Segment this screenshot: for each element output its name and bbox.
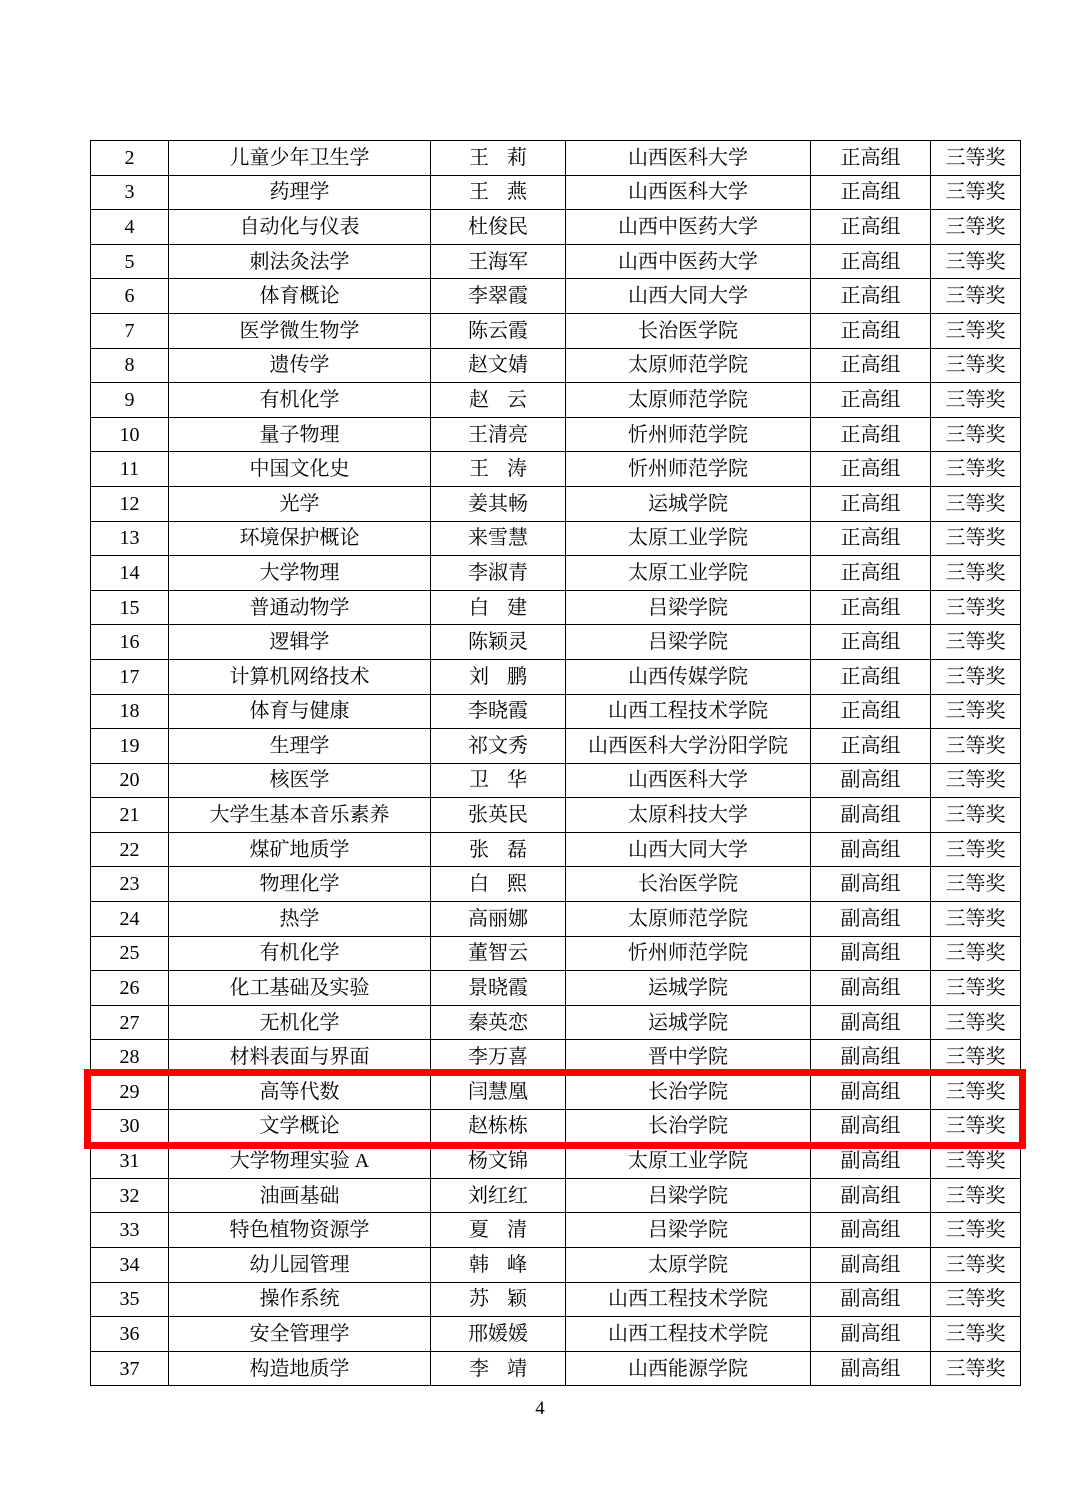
cell-name: 李翠霞 — [431, 279, 566, 314]
table-row — [91, 556, 1021, 591]
cell-course: 生理学 — [169, 729, 431, 764]
cell-course: 环境保护概论 — [169, 521, 431, 556]
cell-award: 三等奖 — [931, 590, 1021, 625]
cell-award: 三等奖 — [931, 936, 1021, 971]
cell-course: 有机化学 — [169, 383, 431, 418]
cell-name: 杨文锦 — [431, 1144, 566, 1179]
cell-name: 杜俊民 — [431, 210, 566, 245]
cell-course: 油画基础 — [169, 1178, 431, 1213]
cell-no: 33 — [91, 1213, 169, 1248]
cell-course: 幼儿园管理 — [169, 1248, 431, 1283]
cell-school: 山西工程技术学院 — [566, 1282, 811, 1317]
cell-no: 16 — [91, 625, 169, 660]
cell-school: 山西医科大学 — [566, 763, 811, 798]
cell-no: 30 — [91, 1109, 169, 1144]
cell-award: 三等奖 — [931, 1282, 1021, 1317]
cell-group: 正高组 — [811, 417, 931, 452]
cell-award: 三等奖 — [931, 348, 1021, 383]
cell-name: 苏颖 — [431, 1282, 566, 1317]
cell-course: 化工基础及实验 — [169, 971, 431, 1006]
cell-course: 量子物理 — [169, 417, 431, 452]
cell-award: 三等奖 — [931, 556, 1021, 591]
cell-no: 11 — [91, 452, 169, 487]
cell-group: 正高组 — [811, 279, 931, 314]
cell-group: 副高组 — [811, 1282, 931, 1317]
cell-school: 长治学院 — [566, 1109, 811, 1144]
cell-no: 12 — [91, 486, 169, 521]
table-row — [91, 210, 1021, 245]
cell-name: 韩峰 — [431, 1248, 566, 1283]
cell-award: 三等奖 — [931, 694, 1021, 729]
cell-name: 赵文婧 — [431, 348, 566, 383]
cell-name: 王清亮 — [431, 417, 566, 452]
cell-no: 15 — [91, 590, 169, 625]
cell-award: 三等奖 — [931, 902, 1021, 937]
cell-course: 无机化学 — [169, 1005, 431, 1040]
cell-no: 37 — [91, 1351, 169, 1386]
cell-course: 有机化学 — [169, 936, 431, 971]
cell-group: 正高组 — [811, 590, 931, 625]
cell-course: 遗传学 — [169, 348, 431, 383]
cell-course: 逻辑学 — [169, 625, 431, 660]
cell-no: 36 — [91, 1317, 169, 1352]
table-row — [91, 902, 1021, 937]
table-row — [91, 867, 1021, 902]
cell-group: 副高组 — [811, 1178, 931, 1213]
cell-name: 张英民 — [431, 798, 566, 833]
cell-group: 正高组 — [811, 313, 931, 348]
cell-group: 副高组 — [811, 902, 931, 937]
cell-no: 20 — [91, 763, 169, 798]
cell-school: 山西传媒学院 — [566, 659, 811, 694]
cell-no: 34 — [91, 1248, 169, 1283]
cell-group: 正高组 — [811, 486, 931, 521]
cell-award: 三等奖 — [931, 313, 1021, 348]
cell-no: 21 — [91, 798, 169, 833]
cell-group: 副高组 — [811, 1351, 931, 1386]
cell-group: 副高组 — [811, 832, 931, 867]
table-row — [91, 348, 1021, 383]
cell-school: 太原学院 — [566, 1248, 811, 1283]
cell-name: 姜其畅 — [431, 486, 566, 521]
cell-name: 李淑青 — [431, 556, 566, 591]
cell-course: 普通动物学 — [169, 590, 431, 625]
cell-name: 高丽娜 — [431, 902, 566, 937]
cell-school: 山西工程技术学院 — [566, 1317, 811, 1352]
cell-group: 正高组 — [811, 659, 931, 694]
table-row — [91, 832, 1021, 867]
cell-no: 35 — [91, 1282, 169, 1317]
cell-award: 三等奖 — [931, 1213, 1021, 1248]
cell-course: 中国文化史 — [169, 452, 431, 487]
cell-course: 体育与健康 — [169, 694, 431, 729]
cell-group: 副高组 — [811, 936, 931, 971]
cell-award: 三等奖 — [931, 486, 1021, 521]
cell-school: 运城学院 — [566, 486, 811, 521]
cell-school: 山西医科大学 — [566, 141, 811, 176]
cell-name: 张磊 — [431, 832, 566, 867]
cell-no: 19 — [91, 729, 169, 764]
table-row — [91, 486, 1021, 521]
cell-no: 25 — [91, 936, 169, 971]
cell-school: 长治医学院 — [566, 313, 811, 348]
cell-award: 三等奖 — [931, 659, 1021, 694]
cell-award: 三等奖 — [931, 417, 1021, 452]
cell-name: 陈颖灵 — [431, 625, 566, 660]
cell-name: 李靖 — [431, 1351, 566, 1386]
cell-group: 副高组 — [811, 971, 931, 1006]
cell-no: 22 — [91, 832, 169, 867]
cell-name: 刘红红 — [431, 1178, 566, 1213]
table-row — [91, 659, 1021, 694]
cell-award: 三等奖 — [931, 1075, 1021, 1110]
cell-award: 三等奖 — [931, 1178, 1021, 1213]
cell-no: 8 — [91, 348, 169, 383]
table-row — [91, 1282, 1021, 1317]
cell-school: 太原师范学院 — [566, 348, 811, 383]
cell-award: 三等奖 — [931, 452, 1021, 487]
cell-school: 吕梁学院 — [566, 1213, 811, 1248]
cell-group: 正高组 — [811, 244, 931, 279]
cell-no: 28 — [91, 1040, 169, 1075]
cell-name: 秦英恋 — [431, 1005, 566, 1040]
cell-no: 4 — [91, 210, 169, 245]
cell-school: 忻州师范学院 — [566, 936, 811, 971]
table-row — [91, 798, 1021, 833]
cell-award: 三等奖 — [931, 279, 1021, 314]
cell-award: 三等奖 — [931, 1109, 1021, 1144]
cell-award: 三等奖 — [931, 1317, 1021, 1352]
cell-name: 董智云 — [431, 936, 566, 971]
cell-award: 三等奖 — [931, 798, 1021, 833]
cell-name: 邢媛媛 — [431, 1317, 566, 1352]
cell-school: 忻州师范学院 — [566, 417, 811, 452]
cell-no: 13 — [91, 521, 169, 556]
cell-group: 副高组 — [811, 1248, 931, 1283]
cell-no: 27 — [91, 1005, 169, 1040]
cell-award: 三等奖 — [931, 175, 1021, 210]
cell-name: 卫华 — [431, 763, 566, 798]
cell-course: 大学物理 — [169, 556, 431, 591]
table-row — [91, 1178, 1021, 1213]
cell-group: 副高组 — [811, 1109, 931, 1144]
cell-course: 儿童少年卫生学 — [169, 141, 431, 176]
cell-name: 景晓霞 — [431, 971, 566, 1006]
cell-school: 山西中医药大学 — [566, 244, 811, 279]
cell-school: 运城学院 — [566, 971, 811, 1006]
cell-award: 三等奖 — [931, 1005, 1021, 1040]
cell-course: 文学概论 — [169, 1109, 431, 1144]
cell-award: 三等奖 — [931, 971, 1021, 1006]
cell-group: 正高组 — [811, 348, 931, 383]
table-row — [91, 1075, 1021, 1110]
cell-no: 5 — [91, 244, 169, 279]
cell-award: 三等奖 — [931, 729, 1021, 764]
table-row — [91, 971, 1021, 1006]
cell-award: 三等奖 — [931, 1040, 1021, 1075]
cell-award: 三等奖 — [931, 1351, 1021, 1386]
cell-school: 山西医科大学 — [566, 175, 811, 210]
cell-group: 副高组 — [811, 763, 931, 798]
table-row — [91, 1040, 1021, 1075]
cell-school: 晋中学院 — [566, 1040, 811, 1075]
cell-name: 赵云 — [431, 383, 566, 418]
cell-group: 副高组 — [811, 1213, 931, 1248]
cell-course: 核医学 — [169, 763, 431, 798]
cell-school: 太原师范学院 — [566, 383, 811, 418]
table-row — [91, 1317, 1021, 1352]
table-row — [91, 1351, 1021, 1386]
cell-group: 正高组 — [811, 694, 931, 729]
cell-no: 2 — [91, 141, 169, 176]
table-row — [91, 521, 1021, 556]
cell-name: 祁文秀 — [431, 729, 566, 764]
table-row — [91, 625, 1021, 660]
cell-no: 26 — [91, 971, 169, 1006]
cell-group: 正高组 — [811, 521, 931, 556]
cell-school: 吕梁学院 — [566, 625, 811, 660]
cell-school: 山西中医药大学 — [566, 210, 811, 245]
cell-course: 热学 — [169, 902, 431, 937]
cell-no: 7 — [91, 313, 169, 348]
cell-school: 忻州师范学院 — [566, 452, 811, 487]
table-row — [91, 383, 1021, 418]
cell-course: 材料表面与界面 — [169, 1040, 431, 1075]
cell-school: 太原工业学院 — [566, 556, 811, 591]
table-row — [91, 729, 1021, 764]
cell-school: 运城学院 — [566, 1005, 811, 1040]
cell-no: 18 — [91, 694, 169, 729]
cell-group: 副高组 — [811, 1040, 931, 1075]
table-row — [91, 141, 1021, 176]
cell-name: 王燕 — [431, 175, 566, 210]
cell-name: 赵栋栋 — [431, 1109, 566, 1144]
cell-name: 李万喜 — [431, 1040, 566, 1075]
cell-school: 山西工程技术学院 — [566, 694, 811, 729]
cell-no: 14 — [91, 556, 169, 591]
cell-no: 29 — [91, 1075, 169, 1110]
cell-name: 王莉 — [431, 141, 566, 176]
cell-no: 17 — [91, 659, 169, 694]
cell-award: 三等奖 — [931, 1248, 1021, 1283]
cell-award: 三等奖 — [931, 210, 1021, 245]
cell-group: 正高组 — [811, 210, 931, 245]
cell-school: 长治学院 — [566, 1075, 811, 1110]
cell-group: 正高组 — [811, 175, 931, 210]
cell-course: 构造地质学 — [169, 1351, 431, 1386]
cell-name: 白熙 — [431, 867, 566, 902]
cell-course: 医学微生物学 — [169, 313, 431, 348]
cell-name: 夏清 — [431, 1213, 566, 1248]
cell-school: 太原师范学院 — [566, 902, 811, 937]
cell-course: 特色植物资源学 — [169, 1213, 431, 1248]
cell-school: 吕梁学院 — [566, 1178, 811, 1213]
table-row — [91, 694, 1021, 729]
cell-school: 太原工业学院 — [566, 1144, 811, 1179]
cell-course: 大学生基本音乐素养 — [169, 798, 431, 833]
cell-course: 计算机网络技术 — [169, 659, 431, 694]
cell-no: 9 — [91, 383, 169, 418]
cell-group: 副高组 — [811, 867, 931, 902]
cell-school: 吕梁学院 — [566, 590, 811, 625]
table-row — [91, 452, 1021, 487]
cell-no: 10 — [91, 417, 169, 452]
cell-award: 三等奖 — [931, 1144, 1021, 1179]
cell-school: 山西能源学院 — [566, 1351, 811, 1386]
page-number: 4 — [535, 1398, 545, 1419]
cell-group: 副高组 — [811, 1317, 931, 1352]
cell-no: 23 — [91, 867, 169, 902]
cell-group: 正高组 — [811, 729, 931, 764]
cell-name: 闫慧凰 — [431, 1075, 566, 1110]
table-row — [91, 1144, 1021, 1179]
cell-course: 体育概论 — [169, 279, 431, 314]
table-row — [91, 244, 1021, 279]
table-row — [91, 1248, 1021, 1283]
cell-name: 刘鹏 — [431, 659, 566, 694]
cell-course: 安全管理学 — [169, 1317, 431, 1352]
cell-award: 三等奖 — [931, 383, 1021, 418]
cell-school: 山西大同大学 — [566, 832, 811, 867]
table-row — [91, 1005, 1021, 1040]
cell-group: 副高组 — [811, 798, 931, 833]
cell-school: 长治医学院 — [566, 867, 811, 902]
cell-no: 31 — [91, 1144, 169, 1179]
cell-group: 正高组 — [811, 625, 931, 660]
cell-name: 王涛 — [431, 452, 566, 487]
cell-course: 自动化与仪表 — [169, 210, 431, 245]
cell-award: 三等奖 — [931, 763, 1021, 798]
cell-group: 正高组 — [811, 141, 931, 176]
cell-school: 太原工业学院 — [566, 521, 811, 556]
cell-school: 山西大同大学 — [566, 279, 811, 314]
table-row — [91, 175, 1021, 210]
cell-school: 山西医科大学汾阳学院 — [566, 729, 811, 764]
cell-group: 正高组 — [811, 383, 931, 418]
cell-course: 大学物理实验 A — [169, 1144, 431, 1179]
cell-course: 刺法灸法学 — [169, 244, 431, 279]
cell-group: 正高组 — [811, 452, 931, 487]
table-row — [91, 279, 1021, 314]
cell-group: 副高组 — [811, 1075, 931, 1110]
table-row — [91, 313, 1021, 348]
cell-name: 陈云霞 — [431, 313, 566, 348]
award-table — [90, 140, 1021, 1386]
cell-no: 24 — [91, 902, 169, 937]
cell-no: 6 — [91, 279, 169, 314]
cell-award: 三等奖 — [931, 867, 1021, 902]
cell-school: 太原科技大学 — [566, 798, 811, 833]
table-row — [91, 417, 1021, 452]
cell-award: 三等奖 — [931, 141, 1021, 176]
cell-group: 正高组 — [811, 556, 931, 591]
table-row — [91, 1109, 1021, 1144]
cell-name: 来雪慧 — [431, 521, 566, 556]
cell-course: 药理学 — [169, 175, 431, 210]
cell-course: 物理化学 — [169, 867, 431, 902]
cell-group: 副高组 — [811, 1005, 931, 1040]
cell-name: 白建 — [431, 590, 566, 625]
cell-award: 三等奖 — [931, 832, 1021, 867]
cell-name: 李晓霞 — [431, 694, 566, 729]
cell-award: 三等奖 — [931, 625, 1021, 660]
table-row — [91, 590, 1021, 625]
table-row — [91, 1213, 1021, 1248]
cell-no: 3 — [91, 175, 169, 210]
table-row — [91, 763, 1021, 798]
cell-course: 操作系统 — [169, 1282, 431, 1317]
cell-course: 光学 — [169, 486, 431, 521]
award-table-container — [90, 140, 1020, 1386]
table-row — [91, 936, 1021, 971]
cell-course: 高等代数 — [169, 1075, 431, 1110]
cell-name: 王海军 — [431, 244, 566, 279]
cell-no: 32 — [91, 1178, 169, 1213]
cell-course: 煤矿地质学 — [169, 832, 431, 867]
cell-award: 三等奖 — [931, 521, 1021, 556]
cell-award: 三等奖 — [931, 244, 1021, 279]
cell-group: 副高组 — [811, 1144, 931, 1179]
